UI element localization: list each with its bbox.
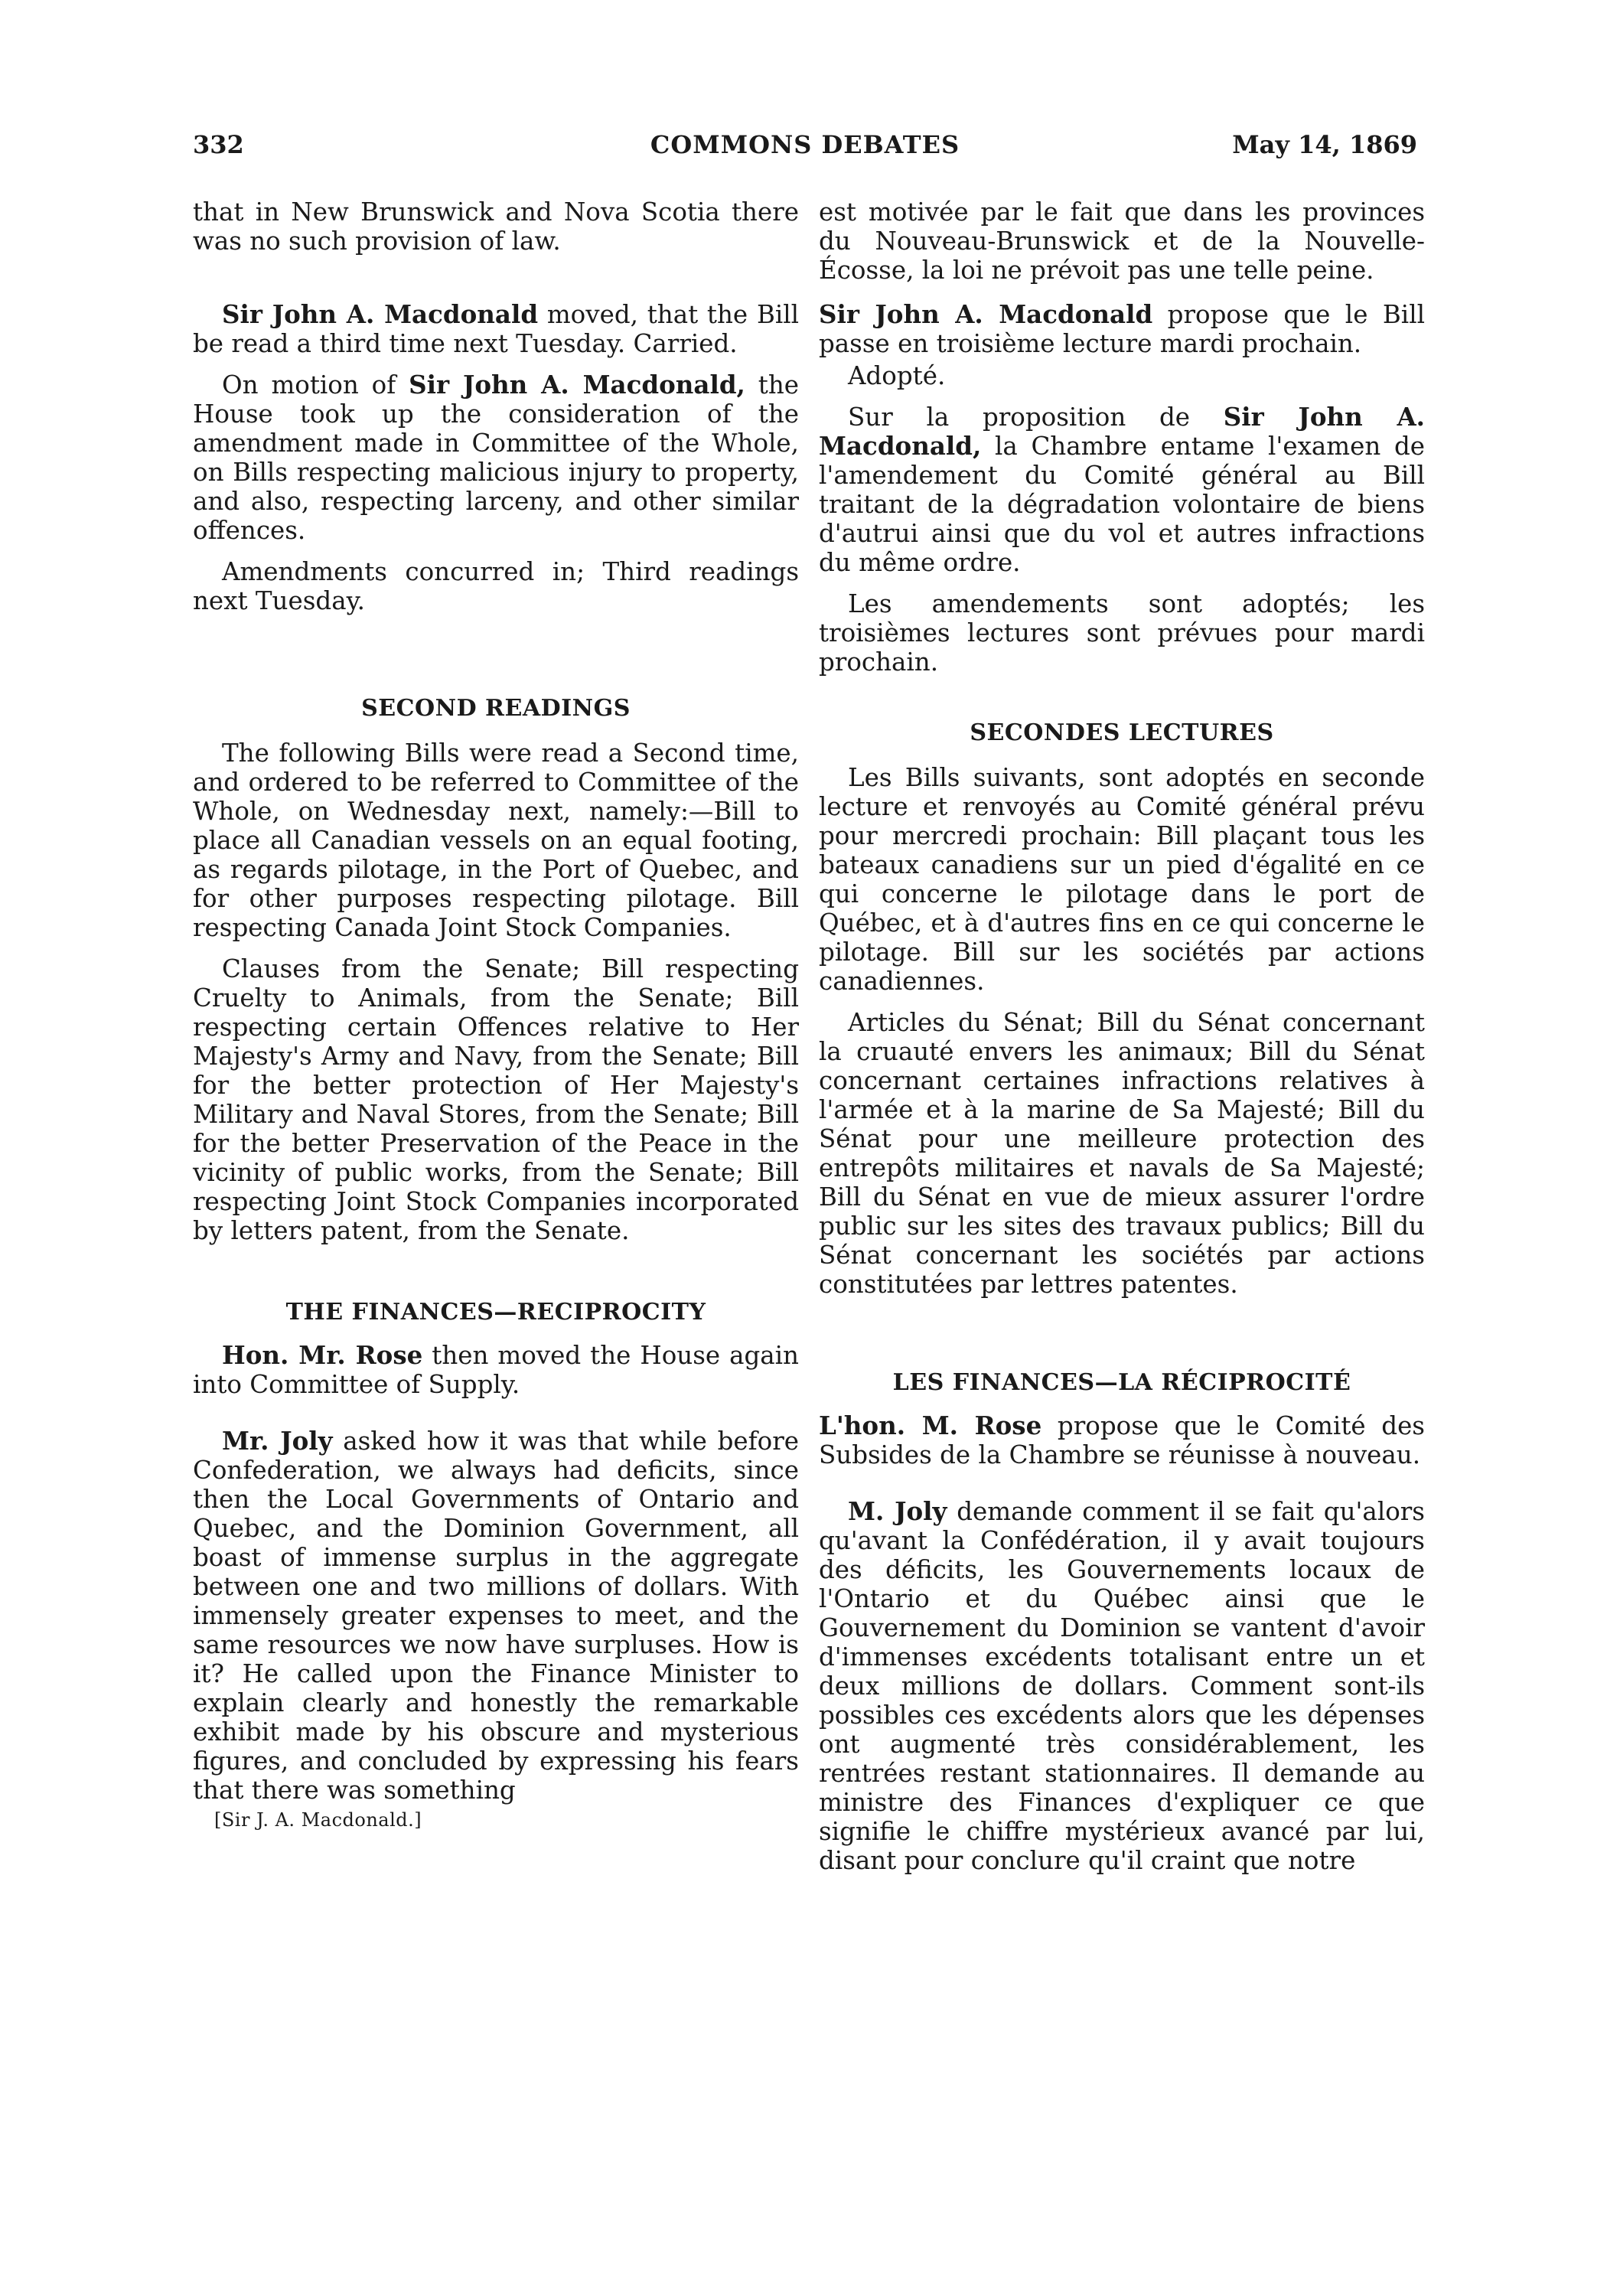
section-heading-finances: THE FINANCES—RECIPROCITY	[285, 1299, 706, 1326]
paragraph-motion-whole	[819, 403, 1425, 577]
paragraph-amendments: Amendments concurred in; Third readings next Tuesday.	[193, 557, 799, 615]
paragraph-motion	[819, 300, 1425, 358]
paragraph-rose	[193, 1341, 799, 1399]
english-column	[193, 197, 799, 1831]
paragraph-senate-bills: Clauses from the Senate; Bill respecting Cruelty to Animals, from the Senate; Bill respecting certain Offences relative to Her Majesty's Army and Navy, from the Senate; Bill for the better protection of Her Majesty's Military and Naval Stores, from the Senate; Bill for the better Preservation of the Peace in the vicinity of public works, from the Senate; Bill respecting Joint Stock Companies incorporated by letters patent, from the Senate.	[193, 954, 799, 1245]
paragraph-continuation: est motivée par le fait que dans les provinces du Nouveau-Brunswick et de la Nouvelle-Écosse, la loi ne prévoit pas une telle peine.	[819, 197, 1425, 285]
paragraph-motion-whole	[193, 370, 799, 545]
paragraph-text: moved, that the Bill be read a third time next Tuesday. Carried.	[193, 300, 800, 358]
paragraph-text: propose que le Bill passe en troisième lecture mardi prochain.	[819, 300, 1425, 358]
section-heading-second-readings: SECONDES LECTURES	[970, 719, 1274, 746]
paragraph-text: the House took up the consideration of the amendment made in Committee of the Whole, on Bills respecting malicious injury to property, and also, respecting larceny, and other similar offences.	[193, 370, 799, 545]
paragraph-bills: Les Bills suivants, sont adoptés en seconde lecture et renvoyés au Comité général prévu pour mercredi prochain: Bill plaçant tous les bateaux canadiens sur un pied d'égalité en ce qui concerne le pilotage dans le port de Québec, et à d'autres fins en ce qui concerne le pilotage. Bill sur les sociétés par actions canadiennes.	[819, 763, 1425, 996]
speaker-name: Sir John A. Macdonald	[222, 299, 539, 329]
speaker-name: Sir John A. Macdonald,	[819, 402, 1425, 461]
page-title: COMMONS DEBATES	[650, 130, 960, 159]
paragraph-text: propose que le Comité des Subsides de la Chambre se réunisse à nouveau.	[819, 1411, 1425, 1469]
french-column	[819, 197, 1425, 1887]
paragraph-text: demande comment il se fait qu'alors qu'avant la Confédération, il y avait toujours des déficits, les Gouvernements locaux de l'Ontario et du Québec ainsi que le Gouvernement du Dominion se vantent d'avoir d'immenses excédents totalisant entre un et deux millions de dollars. Comment sont-ils possibles ces excédents alors que les dépenses ont augmenté très considérablement, les rentrées restant stationnaires. Il demande au ministre des Finances d'expliquer ce que signifie le chiffre mystérieux avancé par lui, disant pour conclure qu'il craint que notre	[819, 1497, 1425, 1875]
speaker-name: M. Joly	[848, 1496, 947, 1526]
page-header	[193, 130, 1417, 170]
paragraph-continuation: that in New Brunswick and Nova Scotia there was no such provision of law.	[193, 197, 799, 256]
speaker-name: Sir John A. Macdonald,	[409, 370, 745, 400]
page-date: May 14, 1869	[1232, 130, 1417, 159]
paragraph-joly	[819, 1497, 1425, 1875]
section-heading-finances: LES FINANCES—LA RÉCIPROCITÉ	[892, 1369, 1351, 1396]
paragraph-text: asked how it was that while before Confederation, we always had deficits, since then the Local Governments of Ontario and Quebec, and the Dominion Government, all boast of immense surplus in the aggregate between one and two millions of dollars. With immensely greater expenses to meet, and the same resources we now have surpluses. How is it? He called upon the Finance Minister to explain clearly and honestly the remarkable exhibit made by his obscure and mysterious figures, and concluded by expressing his fears that there was something	[193, 1427, 799, 1805]
section-heading-second-readings: SECOND READINGS	[361, 695, 631, 722]
paragraph-text: Sur la proposition de	[848, 403, 1224, 432]
paragraph-joly	[193, 1427, 799, 1805]
speaker-name: L'hon. M. Rose	[819, 1411, 1042, 1440]
paragraph-text: la Chambre entame l'examen de l'amendement du Comité général au Bill traitant de la dégradation volontaire de biens d'autrui ainsi que du vol et autres infractions du même ordre.	[819, 432, 1425, 577]
paragraph-senate-bills: Articles du Sénat; Bill du Sénat concernant la cruauté envers les animaux; Bill du Sénat concernant certaines infractions relatives à l'armée et à la marine de Sa Majesté; Bill du Sénat pour une meilleure protection des entrepôts militaires et navals de Sa Majesté; Bill du Sénat en vue de mieux assurer l'ordre public sur les sites des travaux publics; Bill du Sénat concernant les sociétés par actions constitutées par lettres patentes.	[819, 1008, 1425, 1299]
speaker-name: Sir John A. Macdonald	[819, 299, 1153, 329]
paragraph-rose	[819, 1411, 1425, 1469]
speaker-name: Mr. Joly	[222, 1426, 333, 1456]
paragraph-text: then moved the House again into Committee of Supply.	[193, 1341, 799, 1399]
page-number: 332	[193, 130, 244, 159]
footer-attribution: [Sir J. A. Macdonald.]	[214, 1809, 422, 1831]
paragraph-adopted: Adopté.	[848, 361, 946, 390]
paragraph-bills: The following Bills were read a Second time, and ordered to be referred to Committee of the Whole, on Wednesday next, namely:—Bill to place all Canadian vessels on an equal footing, as regards pilotage, in the Port of Quebec, and for other purposes respecting pilotage. Bill respecting Canada Joint Stock Companies.	[193, 739, 799, 942]
paragraph-motion	[193, 300, 799, 358]
speaker-name: Hon. Mr. Rose	[222, 1340, 423, 1370]
paragraph-text: On motion of	[222, 370, 409, 400]
paragraph-amendments: Les amendements sont adoptés; les troisièmes lectures sont prévues pour mardi prochain.	[819, 589, 1425, 677]
